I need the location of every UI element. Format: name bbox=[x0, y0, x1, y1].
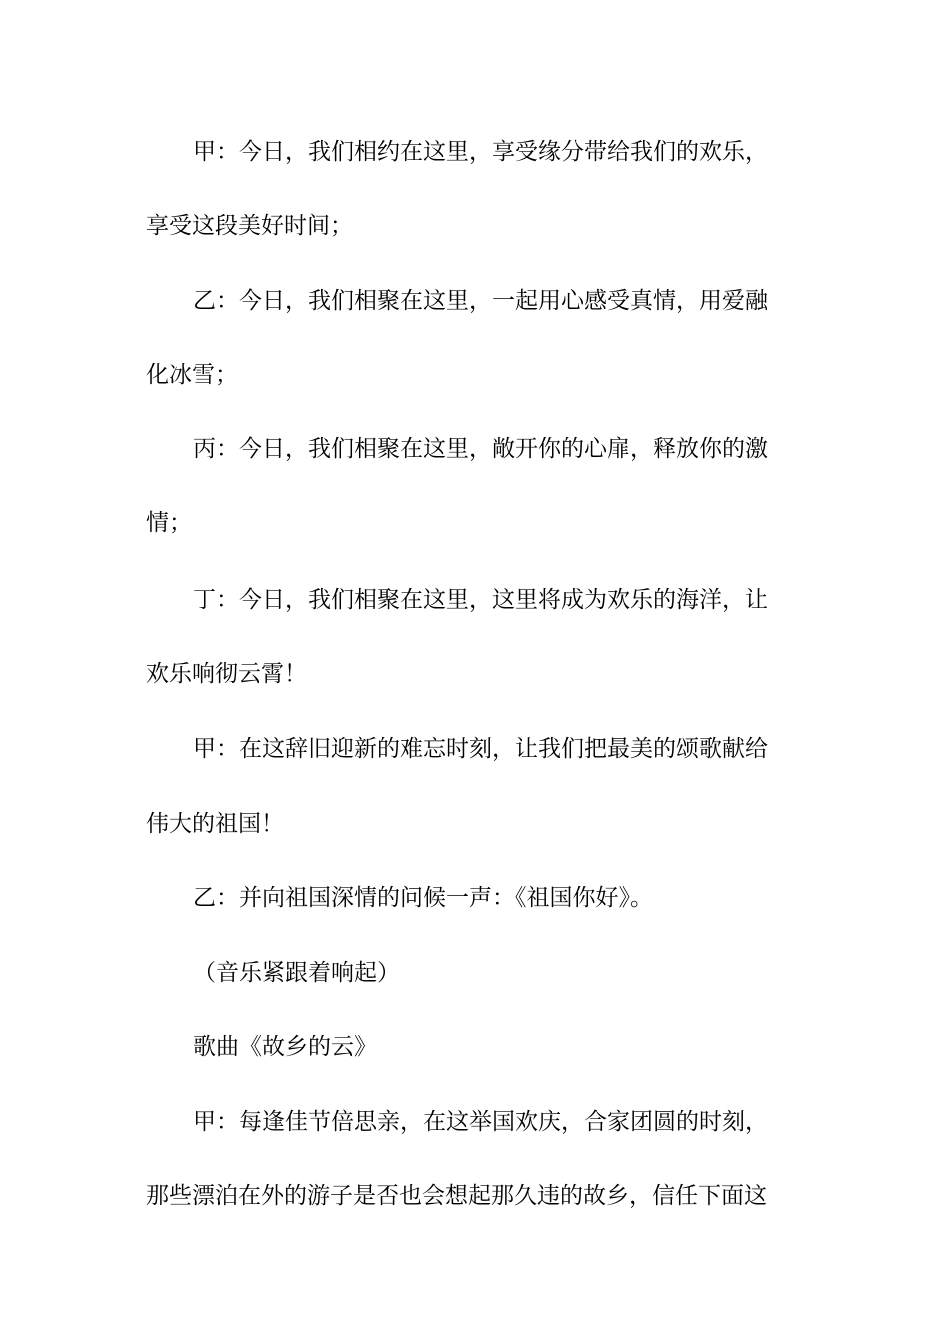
text-line: 化冰雪； bbox=[146, 362, 238, 388]
text-line: 那些漂泊在外的游子是否也会想起那久违的故乡，信任下面这 bbox=[146, 1183, 767, 1209]
text-line: 伟大的祖国！ bbox=[146, 811, 284, 837]
text-line: 乙：并向祖国深情的问候一声：《祖国你好》。 bbox=[193, 885, 653, 911]
text-line: 甲：今日，我们相约在这里，享受缘分带给我们的欢乐， bbox=[193, 139, 768, 165]
text-line: 歌曲《故乡的云》 bbox=[193, 1034, 377, 1060]
text-line: 丙：今日，我们相聚在这里，敞开你的心扉，释放你的激 bbox=[193, 436, 768, 462]
text-line: 丁：今日，我们相聚在这里，这里将成为欢乐的海洋，让 bbox=[193, 587, 768, 613]
text-line: 甲：每逢佳节倍思亲，在这举国欢庆，合家团圆的时刻， bbox=[193, 1109, 768, 1135]
text-line: 甲：在这辞旧迎新的难忘时刻，让我们把最美的颂歌献给 bbox=[193, 736, 768, 762]
text-line: 情； bbox=[146, 510, 192, 536]
text-line: （音乐紧跟着响起） bbox=[193, 960, 400, 986]
text-line: 享受这段美好时间； bbox=[146, 213, 353, 239]
text-line: 欢乐响彻云霄！ bbox=[146, 661, 307, 687]
text-line: 乙：今日，我们相聚在这里，一起用心感受真情，用爱融 bbox=[193, 288, 768, 314]
